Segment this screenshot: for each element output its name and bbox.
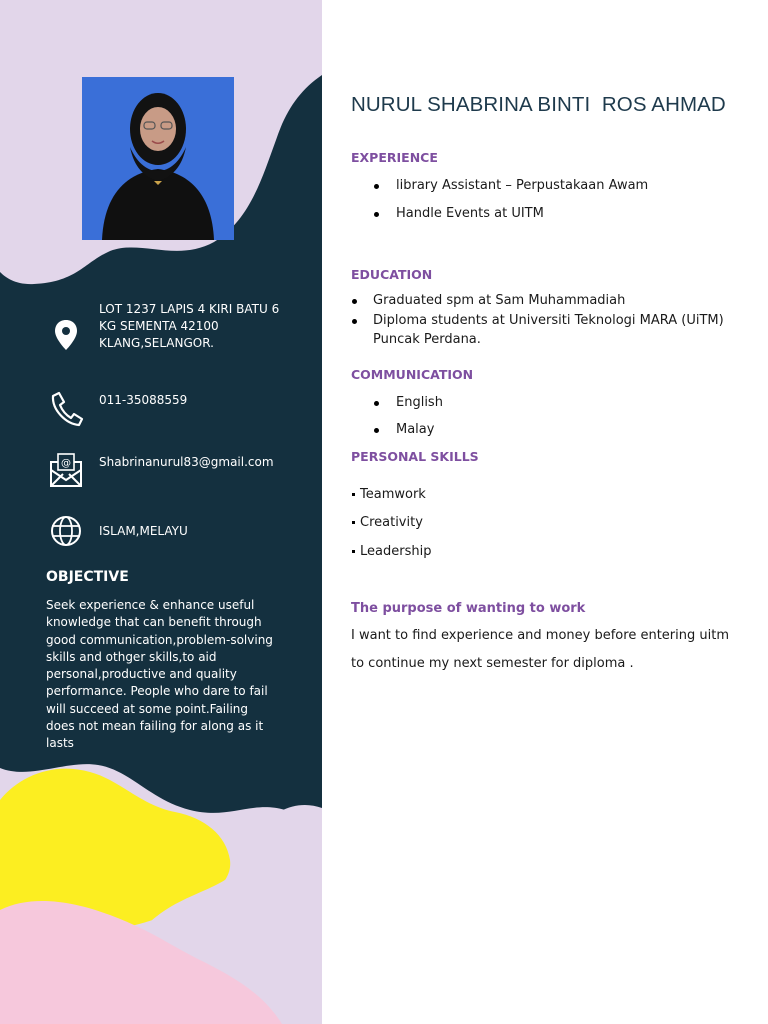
list-item: Graduated spm at Sam Muhammadiah: [373, 293, 626, 308]
experience-heading: EXPERIENCE: [351, 150, 438, 165]
left-sidebar: [0, 0, 322, 1024]
bullet: [374, 401, 379, 406]
list-item: library Assistant – Perpustakaan Awam: [396, 178, 649, 193]
bullet: [352, 550, 355, 553]
phone-icon: [46, 388, 86, 428]
purpose-heading: The purpose of wanting to work: [351, 601, 586, 616]
personal-skills-heading: PERSONAL SKILLS: [351, 449, 479, 464]
email-envelope-icon: [46, 450, 86, 490]
profile-photo: [82, 77, 234, 240]
list-item: Handle Events at UITM: [396, 206, 544, 221]
bullet: [374, 184, 379, 189]
location-pin-icon: [46, 316, 86, 356]
list-item: Teamwork: [360, 487, 426, 502]
list-item: Diploma students at Universiti Teknologi MARA (UiTM) Puncak Perdana.: [373, 313, 724, 347]
purpose-line: to continue my next semester for diploma .: [351, 656, 634, 671]
list-item: Malay: [396, 422, 435, 437]
bullet: [374, 428, 379, 433]
bullet: [374, 212, 379, 217]
objective-text: Seek experience & enhance useful knowledge that can benefit through good communication,problem-solving skills and othger skills,to aid personal,productive and quality performance. People who dare to fail will succeed at some point.Failing does not mean failing for along as it lasts: [46, 598, 273, 751]
objective-heading: OBJECTIVE: [46, 569, 129, 585]
page-title: NURUL SHABRINA BINTI ROS AHMAD: [351, 93, 726, 116]
email-text: Shabrinanurul83@gmail.com: [99, 455, 274, 469]
communication-heading: COMMUNICATION: [351, 367, 474, 382]
list-item: Creativity: [360, 515, 423, 530]
education-heading: EDUCATION: [351, 267, 433, 282]
religion-race-text: ISLAM,MELAYU: [99, 524, 188, 538]
svg-text:@: @: [61, 458, 71, 469]
main-content: [322, 0, 768, 1024]
bullet: [352, 299, 357, 304]
purpose-line: I want to find experience and money before entering uitm: [351, 628, 729, 643]
list-item: English: [396, 395, 443, 410]
bullet: [352, 493, 355, 496]
bullet: [352, 319, 357, 324]
phone-text: 011-35088559: [99, 393, 188, 407]
list-item: Leadership: [360, 544, 432, 559]
globe-icon: [46, 512, 86, 552]
address-text: LOT 1237 LAPIS 4 KIRI BATU 6 KG SEMENTA 42100 KLANG,SELANGOR.: [99, 302, 280, 350]
bullet: [352, 521, 355, 524]
